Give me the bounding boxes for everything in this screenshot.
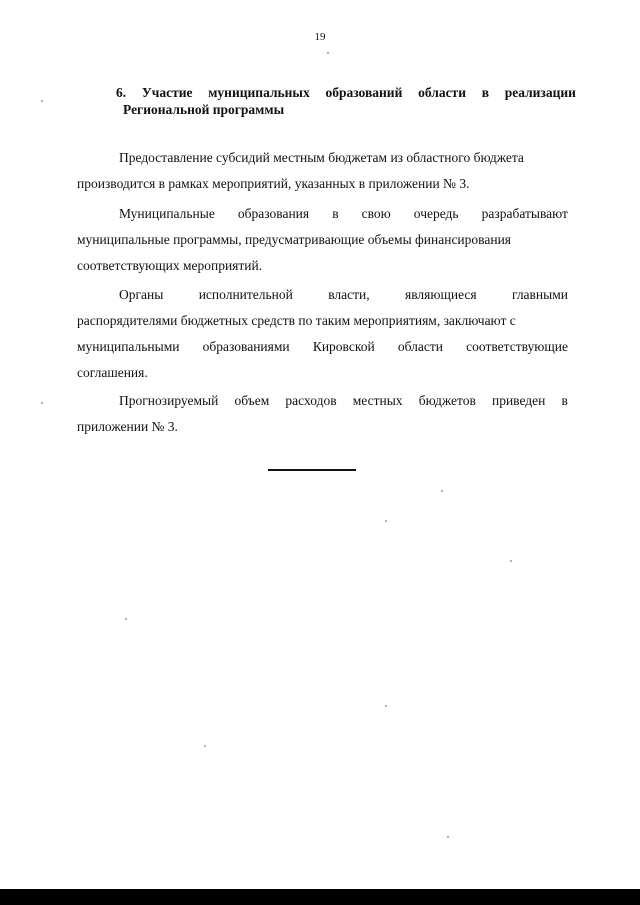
paragraph-line <box>77 334 568 360</box>
heading-word: образований <box>325 85 403 100</box>
paragraph-line: распорядителями бюджетных средств по таким мероприятиям, заключают с <box>77 313 516 328</box>
scan-speck <box>441 490 443 492</box>
paragraph-word: Органы <box>119 287 164 302</box>
paragraph-word: являющиеся <box>405 287 477 302</box>
paragraph-word: исполнительной <box>198 287 293 302</box>
paragraph-word: образованиями <box>202 339 290 354</box>
paragraph-line: приложении № 3. <box>77 419 178 434</box>
paragraph-line: соглашения. <box>77 365 148 380</box>
paragraph-line: соответствующих мероприятий. <box>77 258 263 273</box>
heading-word: в <box>481 85 489 100</box>
heading-word: реализации <box>504 85 576 100</box>
paragraph-line: муниципальные программы, предусматривающие объемы финансирования <box>77 232 512 247</box>
paragraph-line: Предоставление субсидий местным бюджетам из областного бюджета <box>119 150 524 165</box>
heading-word: Участие <box>141 85 193 100</box>
scan-speck <box>327 52 329 54</box>
paragraph-word: приведен <box>491 393 546 408</box>
paragraph-municipal-programs <box>77 201 568 279</box>
scan-speck <box>41 100 43 102</box>
scan-speck <box>125 618 127 620</box>
paragraph-executive-bodies <box>77 282 568 386</box>
paragraph-word: власти, <box>328 287 370 302</box>
section-heading-line-1 <box>116 84 576 101</box>
page-number: 19 <box>314 31 326 43</box>
paragraph-line <box>77 201 568 227</box>
heading-word: муниципальных <box>208 85 310 100</box>
scan-bottom-edge <box>0 889 640 905</box>
paragraph-word: образования <box>237 206 310 221</box>
heading-word: области <box>418 85 466 100</box>
heading-word: 6. <box>116 85 127 100</box>
paragraph-word: разрабатывают <box>481 206 568 221</box>
paragraph-word: главными <box>511 287 568 302</box>
section-heading <box>116 84 576 118</box>
paragraph-word: соответствующие <box>466 339 568 354</box>
paragraph-word: расходов <box>285 393 337 408</box>
scan-speck <box>41 402 43 404</box>
paragraph-word: Прогнозируемый <box>119 393 219 408</box>
paragraph-word: местных <box>352 393 403 408</box>
scan-speck <box>385 705 387 707</box>
scan-speck <box>510 560 512 562</box>
paragraph-word: Муниципальные <box>119 206 215 221</box>
paragraph-word: муниципальными <box>77 339 180 354</box>
paragraph-word: объем <box>234 393 270 408</box>
section-heading-line-2: Региональной программы <box>123 102 285 117</box>
paragraph-word: области <box>397 339 443 354</box>
paragraph-word: очередь <box>413 206 459 221</box>
paragraph-line <box>77 282 568 308</box>
paragraph-forecast <box>77 388 568 440</box>
paragraph-word: Кировской <box>312 339 375 354</box>
paragraph-subsidies <box>77 145 568 197</box>
scan-speck <box>447 836 449 838</box>
scan-speck <box>204 745 206 747</box>
closing-divider-line <box>268 469 356 471</box>
paragraph-word: свою <box>361 206 391 221</box>
paragraph-word: в <box>332 206 339 221</box>
paragraph-line <box>77 388 568 414</box>
paragraph-word: в <box>561 393 568 408</box>
paragraph-word: бюджетов <box>418 393 476 408</box>
paragraph-line: производится в рамках мероприятий, указанных в приложении № 3. <box>77 176 470 191</box>
scan-speck <box>385 520 387 522</box>
